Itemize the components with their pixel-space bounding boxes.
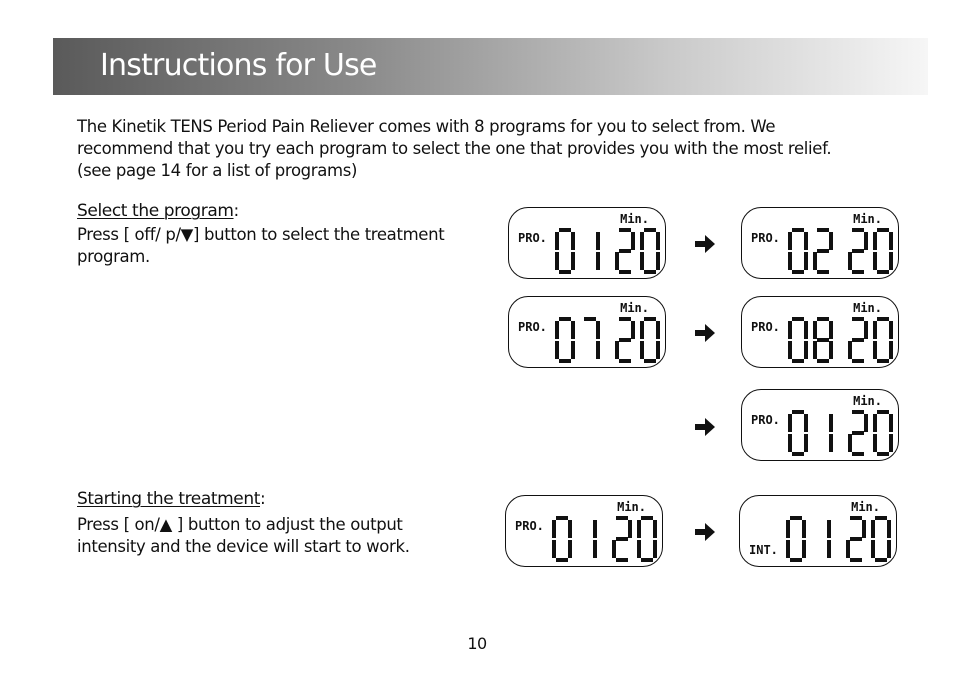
lcd-segment [788, 434, 792, 452]
intro-line: (see page 14 for a list of programs) [77, 161, 358, 180]
lcd-segment [804, 252, 808, 270]
lcd-segment [559, 359, 571, 363]
lcd-segment [792, 228, 804, 232]
lcd-segment [848, 252, 852, 270]
lcd-segment [846, 540, 850, 558]
lcd-segment [829, 321, 833, 339]
intro-paragraph [77, 116, 917, 182]
lcd-segment [829, 414, 833, 432]
lcd-segment [792, 359, 804, 363]
lcd-segment [571, 321, 575, 339]
lcd-segment [813, 321, 817, 339]
lcd-display-program-02 [741, 207, 899, 279]
lcd-segment [804, 414, 808, 432]
lcd-display-program-01 [508, 207, 666, 279]
lcd-segment [889, 232, 893, 250]
heading-colon: : [260, 489, 266, 509]
lcd-segment [792, 317, 804, 321]
right-arrow-icon [693, 321, 717, 345]
lcd-segment [813, 341, 817, 359]
select-program-heading [77, 201, 239, 221]
lcd-segment [852, 270, 864, 274]
lcd-mode-label: PRO. [518, 320, 547, 334]
lcd-unit-label: Min. [620, 301, 649, 315]
lcd-segment [877, 270, 889, 274]
lcd-segment [790, 558, 802, 562]
lcd-mode-label: PRO. [751, 320, 780, 334]
lcd-display-program-01-loop [741, 389, 899, 461]
lcd-segment [817, 359, 829, 363]
instruction-line: program. [77, 247, 150, 266]
lcd-segment [556, 558, 568, 562]
lcd-segment [644, 228, 656, 232]
lcd-segment [848, 341, 852, 359]
lcd-segment [631, 232, 635, 250]
lcd-segment [571, 341, 575, 359]
lcd-segment [628, 520, 632, 538]
lcd-segment [615, 252, 619, 270]
lcd-segment [817, 270, 829, 274]
lcd-segment [568, 540, 572, 558]
lcd-segment [788, 341, 792, 359]
lcd-segment [802, 520, 806, 538]
heading-colon: : [233, 201, 239, 221]
lcd-segment [852, 431, 864, 435]
lcd-segment [804, 321, 808, 339]
lcd-segment [631, 321, 635, 339]
lcd-mode-label: PRO. [515, 519, 544, 533]
lcd-segment [829, 434, 833, 452]
lcd-segment [559, 228, 571, 232]
lcd-segment [889, 321, 893, 339]
lcd-segment [555, 252, 559, 270]
starting-treatment-instructions [77, 514, 410, 558]
lcd-segment [850, 516, 862, 520]
page-title: Instructions for Use [100, 48, 377, 83]
lcd-segment [850, 558, 862, 562]
instruction-line: Press [ off/ p/▼] button to select the treatment [77, 225, 445, 244]
lcd-segment [813, 252, 817, 270]
lcd-unit-label: Min. [617, 500, 646, 514]
lcd-segment [864, 321, 868, 339]
lcd-segment [829, 341, 833, 359]
lcd-segment [571, 252, 575, 270]
lcd-segment [612, 540, 616, 558]
lcd-segment [616, 516, 628, 520]
lcd-segment [593, 520, 597, 538]
lcd-segment [559, 270, 571, 274]
lcd-segment [889, 414, 893, 432]
lcd-segment [644, 317, 656, 321]
lcd-mode-label: INT. [749, 543, 778, 557]
lcd-segment [804, 341, 808, 359]
lcd-segment [615, 341, 619, 359]
right-arrow-icon [693, 415, 717, 439]
lcd-segment [887, 540, 891, 558]
lcd-segment [875, 558, 887, 562]
page-header [53, 38, 928, 95]
instruction-line: Press [ on/▲ ] button to adjust the output [77, 515, 403, 534]
lcd-unit-label: Min. [853, 212, 882, 226]
select-program-heading-text: Select the program [77, 201, 234, 221]
lcd-segment [788, 321, 792, 339]
lcd-segment [875, 516, 887, 520]
lcd-segment [889, 434, 893, 452]
lcd-segment [619, 359, 631, 363]
lcd-segment [656, 232, 660, 250]
lcd-segment [788, 414, 792, 432]
lcd-segment [852, 452, 864, 456]
lcd-segment [584, 317, 596, 321]
lcd-segment [852, 317, 864, 321]
lcd-segment [852, 338, 864, 342]
lcd-segment [852, 410, 864, 414]
lcd-segment [656, 321, 660, 339]
lcd-segment [571, 232, 575, 250]
lcd-segment [871, 540, 875, 558]
lcd-segment [640, 232, 644, 250]
lcd-mode-label: PRO. [518, 231, 547, 245]
lcd-segment [644, 359, 656, 363]
lcd-segment [555, 341, 559, 359]
lcd-segment [852, 228, 864, 232]
lcd-segment [788, 232, 792, 250]
lcd-segment [596, 341, 600, 359]
right-arrow-icon [693, 232, 717, 256]
lcd-segment [653, 540, 657, 558]
lcd-mode-label: PRO. [751, 231, 780, 245]
right-arrow-icon [693, 520, 717, 544]
lcd-display-program-07 [508, 296, 666, 368]
lcd-segment [619, 317, 631, 321]
lcd-segment [871, 520, 875, 538]
lcd-segment [790, 516, 802, 520]
lcd-segment [889, 341, 893, 359]
lcd-segment [641, 516, 653, 520]
lcd-segment [788, 252, 792, 270]
lcd-segment [802, 540, 806, 558]
lcd-segment [827, 520, 831, 538]
starting-treatment-heading [77, 489, 265, 509]
lcd-segment [552, 520, 556, 538]
lcd-segment [862, 520, 866, 538]
intro-line: recommend that you try each program to select the one that provides you with the most relief. [77, 139, 832, 158]
instruction-line: intensity and the device will start to work. [77, 537, 410, 556]
lcd-segment [653, 520, 657, 538]
lcd-unit-label: Min. [853, 301, 882, 315]
lcd-segment [817, 228, 829, 232]
lcd-segment [792, 410, 804, 414]
lcd-segment [827, 540, 831, 558]
lcd-segment [817, 249, 829, 253]
lcd-segment [873, 341, 877, 359]
lcd-segment [786, 520, 790, 538]
lcd-segment [619, 249, 631, 253]
lcd-segment [644, 270, 656, 274]
lcd-mode-label: PRO. [751, 413, 780, 427]
lcd-unit-label: Min. [851, 500, 880, 514]
lcd-segment [637, 520, 641, 538]
lcd-segment [877, 452, 889, 456]
intro-line: The Kinetik TENS Period Pain Reliever comes with 8 programs for you to select from. We [77, 117, 776, 136]
lcd-display-intensity [739, 495, 897, 567]
select-program-instructions [77, 224, 444, 268]
lcd-segment [792, 452, 804, 456]
lcd-segment [616, 558, 628, 562]
lcd-segment [804, 434, 808, 452]
page-number: 10 [467, 634, 487, 653]
lcd-segment [555, 232, 559, 250]
lcd-segment [804, 232, 808, 250]
lcd-display-program-start [505, 495, 663, 567]
lcd-segment [619, 338, 631, 342]
lcd-segment [848, 434, 852, 452]
lcd-segment [596, 252, 600, 270]
lcd-segment [889, 252, 893, 270]
lcd-segment [873, 321, 877, 339]
lcd-segment [829, 232, 833, 250]
lcd-segment [873, 434, 877, 452]
lcd-segment [877, 317, 889, 321]
lcd-segment [656, 252, 660, 270]
lcd-segment [864, 414, 868, 432]
lcd-segment [619, 228, 631, 232]
lcd-segment [556, 516, 568, 520]
lcd-segment [656, 341, 660, 359]
lcd-unit-label: Min. [620, 212, 649, 226]
lcd-segment [640, 321, 644, 339]
lcd-segment [637, 540, 641, 558]
lcd-segment [616, 537, 628, 541]
lcd-segment [792, 270, 804, 274]
lcd-segment [887, 520, 891, 538]
lcd-segment [552, 540, 556, 558]
lcd-segment [817, 338, 829, 342]
lcd-segment [877, 359, 889, 363]
lcd-segment [873, 232, 877, 250]
lcd-segment [559, 317, 571, 321]
lcd-segment [641, 558, 653, 562]
lcd-segment [877, 410, 889, 414]
lcd-segment [568, 520, 572, 538]
starting-treatment-heading-text: Starting the treatment [77, 489, 261, 509]
lcd-segment [640, 252, 644, 270]
lcd-segment [555, 321, 559, 339]
lcd-segment [877, 228, 889, 232]
lcd-segment [873, 414, 877, 432]
lcd-segment [850, 537, 862, 541]
lcd-segment [619, 270, 631, 274]
lcd-segment [593, 540, 597, 558]
lcd-segment [596, 321, 600, 339]
lcd-unit-label: Min. [853, 394, 882, 408]
lcd-segment [852, 359, 864, 363]
lcd-segment [852, 249, 864, 253]
lcd-segment [873, 252, 877, 270]
lcd-segment [817, 317, 829, 321]
lcd-segment [786, 540, 790, 558]
lcd-segment [864, 232, 868, 250]
lcd-display-program-08 [741, 296, 899, 368]
lcd-segment [640, 341, 644, 359]
lcd-segment [596, 232, 600, 250]
